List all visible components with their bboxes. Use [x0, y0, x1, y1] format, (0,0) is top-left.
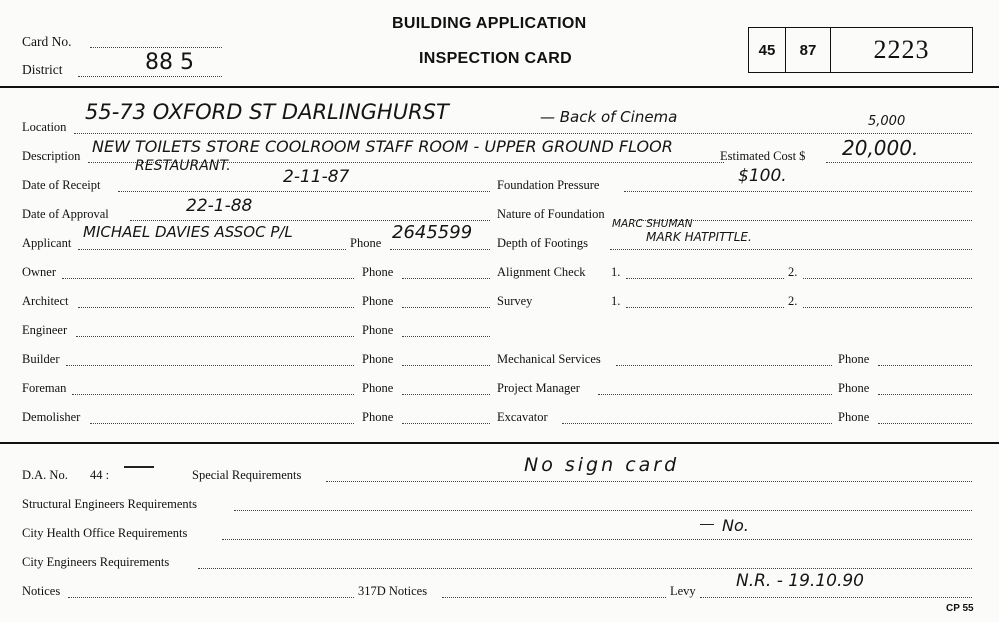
location-note: — Back of Cinema — [540, 108, 678, 126]
depth-note-1: MARC SHUMAN — [612, 218, 693, 230]
card-number: 2223 — [873, 35, 930, 64]
location-value: 55-73 OXFORD ST DARLINGHURST — [85, 100, 449, 124]
owner-phone-label: Phone — [362, 265, 394, 279]
engineer-phone-line — [402, 336, 490, 337]
architect-phone-line — [402, 307, 490, 308]
city-health-line — [222, 539, 972, 540]
applicant-phone-label: Phone — [350, 236, 382, 250]
mechanical-phone-line — [878, 365, 972, 366]
applicant-line — [78, 249, 346, 250]
applicant-value: MICHAEL DAVIES ASSOC P/L — [83, 223, 293, 241]
foreman-line — [72, 394, 354, 395]
number-box-2-value: 87 — [799, 41, 817, 59]
alignment-check-1-line — [626, 278, 784, 279]
description-label: Description — [22, 149, 81, 163]
alignment-check-1-label: 1. — [611, 265, 621, 279]
owner-label: Owner — [22, 265, 57, 279]
section-rule — [0, 442, 999, 444]
date-of-receipt-line — [118, 191, 490, 192]
excavator-label: Excavator — [497, 410, 548, 424]
builder-phone-label: Phone — [362, 352, 394, 366]
location-line — [74, 133, 972, 134]
special-requirements-value: No sign card — [524, 454, 680, 476]
builder-label: Builder — [22, 352, 60, 366]
owner-phone-line — [402, 278, 490, 279]
special-requirements-line — [326, 481, 972, 482]
project-manager-phone-label: Phone — [838, 381, 870, 395]
excavator-line — [562, 423, 832, 424]
project-manager-line — [598, 394, 832, 395]
location-label: Location — [22, 120, 67, 134]
mechanical-services-line — [616, 365, 832, 366]
architect-phone-label: Phone — [362, 294, 394, 308]
demolisher-label: Demolisher — [22, 410, 81, 424]
card-title: BUILDING APPLICATION — [392, 15, 587, 32]
demolisher-phone-line — [402, 423, 490, 424]
description-value: NEW TOILETS STORE COOLROOM STAFF ROOM - UPPER GROUND FLOOR — [92, 137, 673, 156]
notices-317d-line — [442, 597, 666, 598]
card-subtitle: INSPECTION CARD — [419, 50, 572, 67]
foundation-pressure-value: $100. — [738, 166, 787, 186]
levy-value: N.R. - 19.10.90 — [736, 571, 864, 591]
location-cost-note: 5,000 — [868, 114, 906, 129]
depth-of-footings-label: Depth of Footings — [497, 236, 588, 250]
applicant-label: Applicant — [22, 236, 72, 250]
card-number-box — [830, 27, 973, 73]
architect-line — [78, 307, 354, 308]
city-engineers-line — [198, 568, 972, 569]
excavator-phone-label: Phone — [838, 410, 870, 424]
survey-label: Survey — [497, 294, 533, 308]
city-health-dash — [700, 524, 714, 525]
description-value-line2: RESTAURANT. — [135, 158, 231, 174]
owner-line — [62, 278, 354, 279]
city-engineers-label: City Engineers Requirements — [22, 555, 170, 569]
da-no-label: D.A. No. — [22, 468, 68, 482]
demolisher-line — [90, 423, 354, 424]
foreman-phone-label: Phone — [362, 381, 394, 395]
notices-label: Notices — [22, 584, 61, 598]
project-manager-label: Project Manager — [497, 381, 580, 395]
excavator-phone-line — [878, 423, 972, 424]
foundation-pressure-label: Foundation Pressure — [497, 178, 600, 192]
district-line — [78, 76, 222, 77]
structural-engineers-line — [234, 510, 972, 511]
foreman-phone-line — [402, 394, 490, 395]
date-of-approval-label: Date of Approval — [22, 207, 109, 221]
notices-line — [68, 597, 354, 598]
survey-2-label: 2. — [788, 294, 798, 308]
foundation-pressure-line — [624, 191, 972, 192]
engineer-phone-label: Phone — [362, 323, 394, 337]
architect-label: Architect — [22, 294, 69, 308]
date-of-approval-line — [130, 220, 490, 221]
mechanical-phone-label: Phone — [838, 352, 870, 366]
engineer-line — [76, 336, 354, 337]
alignment-check-label: Alignment Check — [497, 265, 586, 279]
levy-label: Levy — [670, 584, 696, 598]
card-no-label: Card No. — [22, 34, 72, 49]
city-health-label: City Health Office Requirements — [22, 526, 188, 540]
applicant-phone-value: 2645599 — [392, 222, 473, 243]
special-requirements-label: Special Requirements — [192, 468, 302, 482]
builder-line — [66, 365, 354, 366]
number-box-1 — [748, 27, 786, 73]
depth-of-footings-line — [610, 249, 972, 250]
survey-1-label: 1. — [611, 294, 621, 308]
structural-engineers-label: Structural Engineers Requirements — [22, 497, 197, 511]
date-of-receipt-label: Date of Receipt — [22, 178, 101, 192]
form-code: CP 55 — [946, 603, 974, 614]
number-box-2 — [785, 27, 831, 73]
alignment-check-2-line — [803, 278, 972, 279]
mechanical-services-label: Mechanical Services — [497, 352, 601, 366]
da-no-value: 44 : — [90, 468, 110, 482]
engineer-label: Engineer — [22, 323, 68, 337]
nature-of-foundation-label: Nature of Foundation — [497, 207, 605, 221]
applicant-phone-line — [390, 249, 490, 250]
da-no-dash — [124, 466, 154, 468]
depth-note-2: MARK HATPITTLE. — [646, 230, 752, 244]
district-label: District — [22, 62, 63, 77]
estimated-cost-label: Estimated Cost $ — [720, 149, 806, 163]
estimated-cost-line — [826, 162, 972, 163]
alignment-check-2-label: 2. — [788, 265, 798, 279]
foreman-label: Foreman — [22, 381, 67, 395]
notices-317d-label: 317D Notices — [358, 584, 428, 598]
levy-line — [700, 597, 972, 598]
estimated-cost-value: 20,000. — [842, 136, 919, 160]
date-of-approval-value: 22-1-88 — [186, 196, 253, 216]
builder-phone-line — [402, 365, 490, 366]
city-health-value: No. — [722, 516, 749, 535]
date-of-receipt-value: 2-11-87 — [283, 167, 350, 187]
district-value: 88 5 — [145, 50, 194, 75]
survey-1-line — [626, 307, 784, 308]
demolisher-phone-label: Phone — [362, 410, 394, 424]
card-no-line — [90, 47, 222, 48]
project-manager-phone-line — [878, 394, 972, 395]
survey-2-line — [803, 307, 972, 308]
header-rule — [0, 86, 999, 88]
number-box-1-value: 45 — [758, 41, 776, 59]
